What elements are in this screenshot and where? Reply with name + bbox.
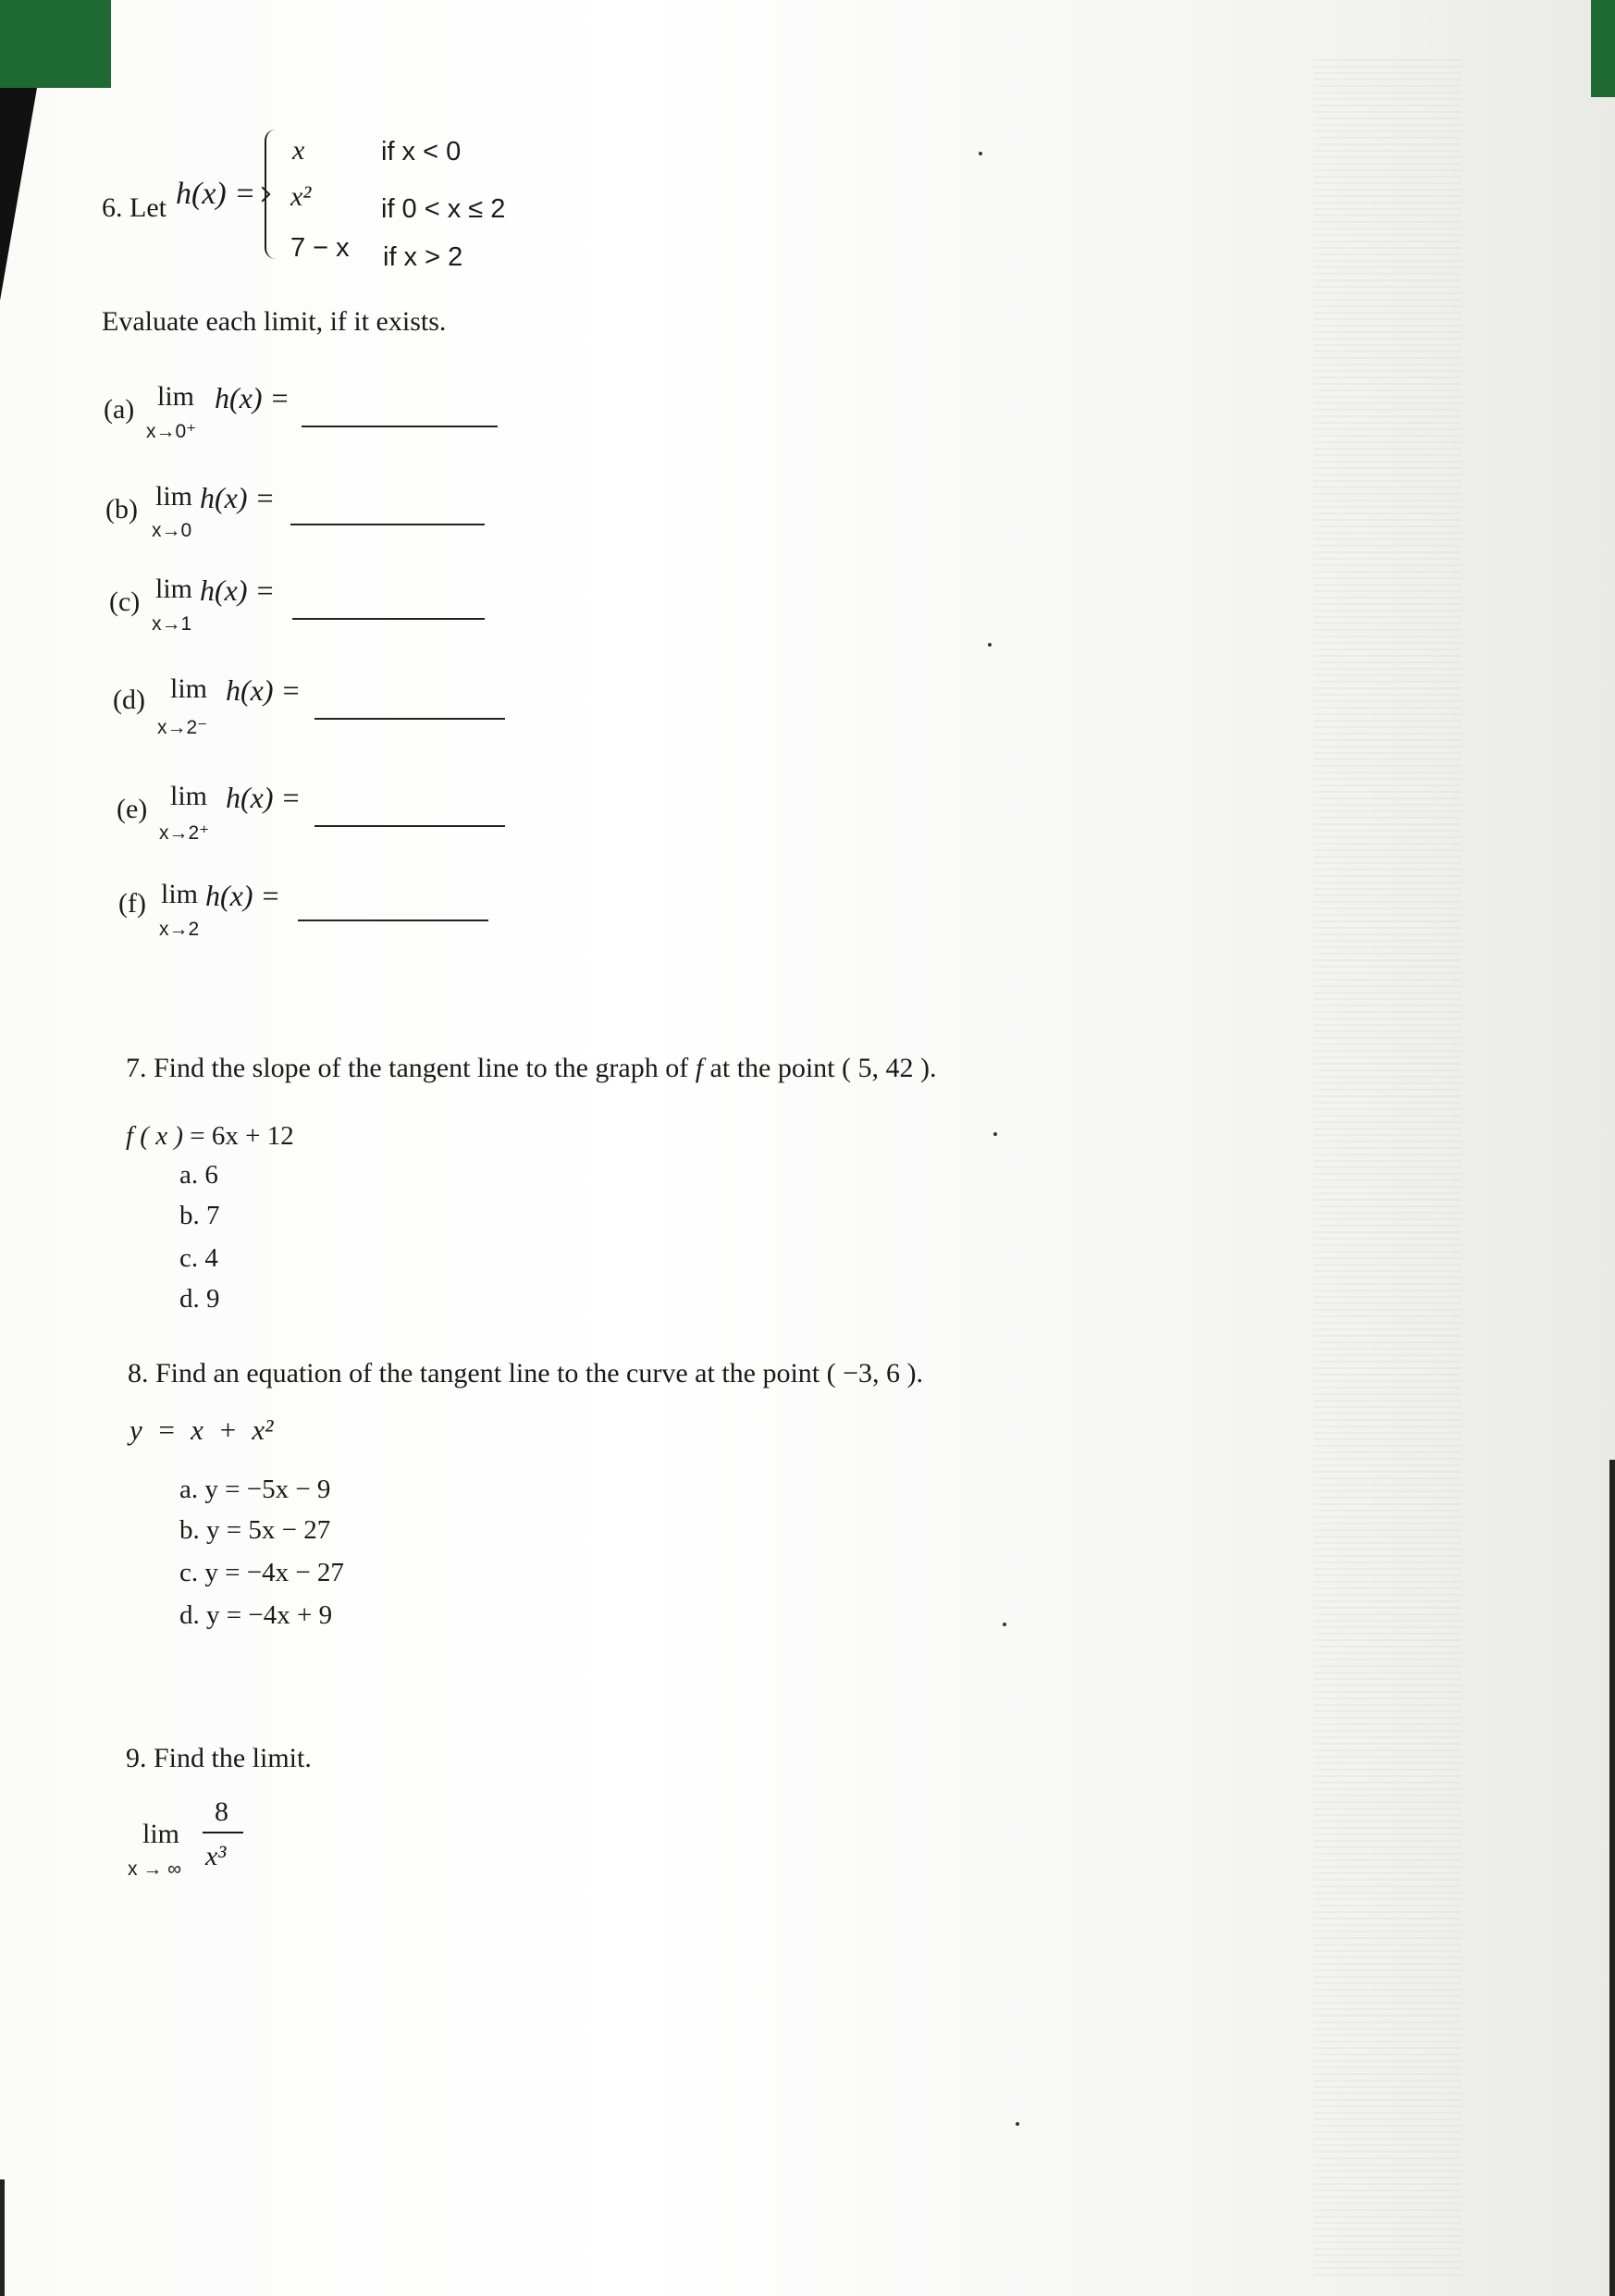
answer-blank-c[interactable] (292, 618, 485, 620)
q8-option-d[interactable]: d. y = −4x + 9 (179, 1600, 333, 1630)
q9-denominator: x³ (205, 1841, 227, 1871)
part-d-fx: h(x) = (226, 673, 302, 707)
q9-prompt: 9. Find the limit. (126, 1743, 312, 1773)
case-2-condition: if 0 < x ≤ 2 (381, 194, 506, 224)
speck (1003, 1623, 1006, 1626)
part-c-lim: lim (155, 574, 193, 604)
part-e-fx: h(x) = (226, 781, 302, 814)
case-1-condition: if x < 0 (381, 137, 462, 167)
q8-prompt: 8. Find an equation of the tangent line to the curve at the point ( −3, 6 ). (128, 1358, 924, 1389)
q7-function (126, 1123, 294, 1150)
part-b-lim: lim (155, 481, 193, 512)
background-shadow-right (1609, 1460, 1615, 2296)
part-a-fx: h(x) = (215, 381, 290, 414)
part-b-subscript: x→0 (152, 520, 192, 541)
answer-blank-d[interactable] (314, 718, 505, 720)
background-shadow (0, 88, 37, 301)
speck (993, 1132, 997, 1136)
part-d-subscript: x→2⁻ (157, 717, 208, 738)
q7-prompt-start: 7. Find the slope of the tangent line to the graph of (126, 1053, 696, 1083)
part-f-fx: h(x) = (205, 879, 281, 912)
part-f-label: (f) (118, 888, 146, 919)
q9-fraction-bar (203, 1832, 243, 1833)
part-e-lim: lim (170, 781, 208, 811)
q6-label: 6. Let (102, 192, 166, 223)
part-a-label: (a) (104, 394, 135, 425)
part-c-subscript: x→1 (152, 613, 192, 635)
part-f-lim: lim (161, 879, 199, 909)
q9-lim: lim (142, 1819, 180, 1849)
q7-prompt-end: at the point ( 5, 42 ). (703, 1053, 937, 1083)
q7-option-b[interactable]: b. 7 (179, 1201, 220, 1230)
q9-subscript: x → ∞ (128, 1858, 182, 1880)
answer-blank-a[interactable] (302, 426, 498, 427)
q7-prompt (126, 1055, 937, 1082)
q7-function-lhs: f ( x ) (126, 1121, 183, 1151)
q7-function-rhs: = 6x + 12 (183, 1121, 294, 1151)
part-d-label: (d) (113, 685, 145, 715)
case-2-expr: x² (290, 181, 312, 212)
part-f-subscript: x→2 (159, 919, 200, 940)
q6-function: h(x) = (176, 177, 256, 211)
case-1-expr: x (292, 135, 305, 166)
part-c-fx: h(x) = (200, 574, 276, 607)
speck (1016, 2122, 1019, 2126)
answer-blank-f[interactable] (298, 920, 488, 921)
part-b-label: (b) (105, 494, 138, 525)
q7-f-symbol: f (695, 1053, 704, 1083)
q7-option-a[interactable]: a. 6 (179, 1160, 218, 1190)
background-shadow-left (0, 2179, 5, 2296)
speck (988, 643, 992, 647)
case-3-condition: if x > 2 (383, 242, 463, 272)
background-edge-right (1591, 0, 1615, 97)
background-edge (0, 0, 111, 88)
q6-instruction: Evaluate each limit, if it exists. (102, 306, 447, 337)
answer-blank-e[interactable] (314, 825, 505, 827)
print-noise-band (1313, 56, 1461, 2276)
part-a-subscript: x→0⁺ (146, 421, 197, 442)
part-b-fx: h(x) = (200, 481, 276, 514)
part-c-label: (c) (109, 586, 141, 617)
speck (979, 152, 982, 155)
part-a-lim: lim (157, 381, 195, 412)
q8-equation: y = x + x² (129, 1413, 274, 1446)
q8-option-b[interactable]: b. y = 5x − 27 (179, 1515, 331, 1545)
case-3-expr: 7 − x (290, 233, 350, 263)
part-e-label: (e) (117, 794, 148, 824)
part-e-subscript: x→2⁺ (159, 822, 210, 844)
q9-numerator: 8 (215, 1796, 228, 1827)
q8-option-c[interactable]: c. y = −4x − 27 (179, 1558, 344, 1587)
answer-blank-b[interactable] (290, 524, 485, 525)
q7-option-c[interactable]: c. 4 (179, 1243, 218, 1273)
q8-option-a[interactable]: a. y = −5x − 9 (179, 1475, 331, 1504)
part-d-lim: lim (170, 673, 208, 704)
q7-option-d[interactable]: d. 9 (179, 1284, 220, 1314)
